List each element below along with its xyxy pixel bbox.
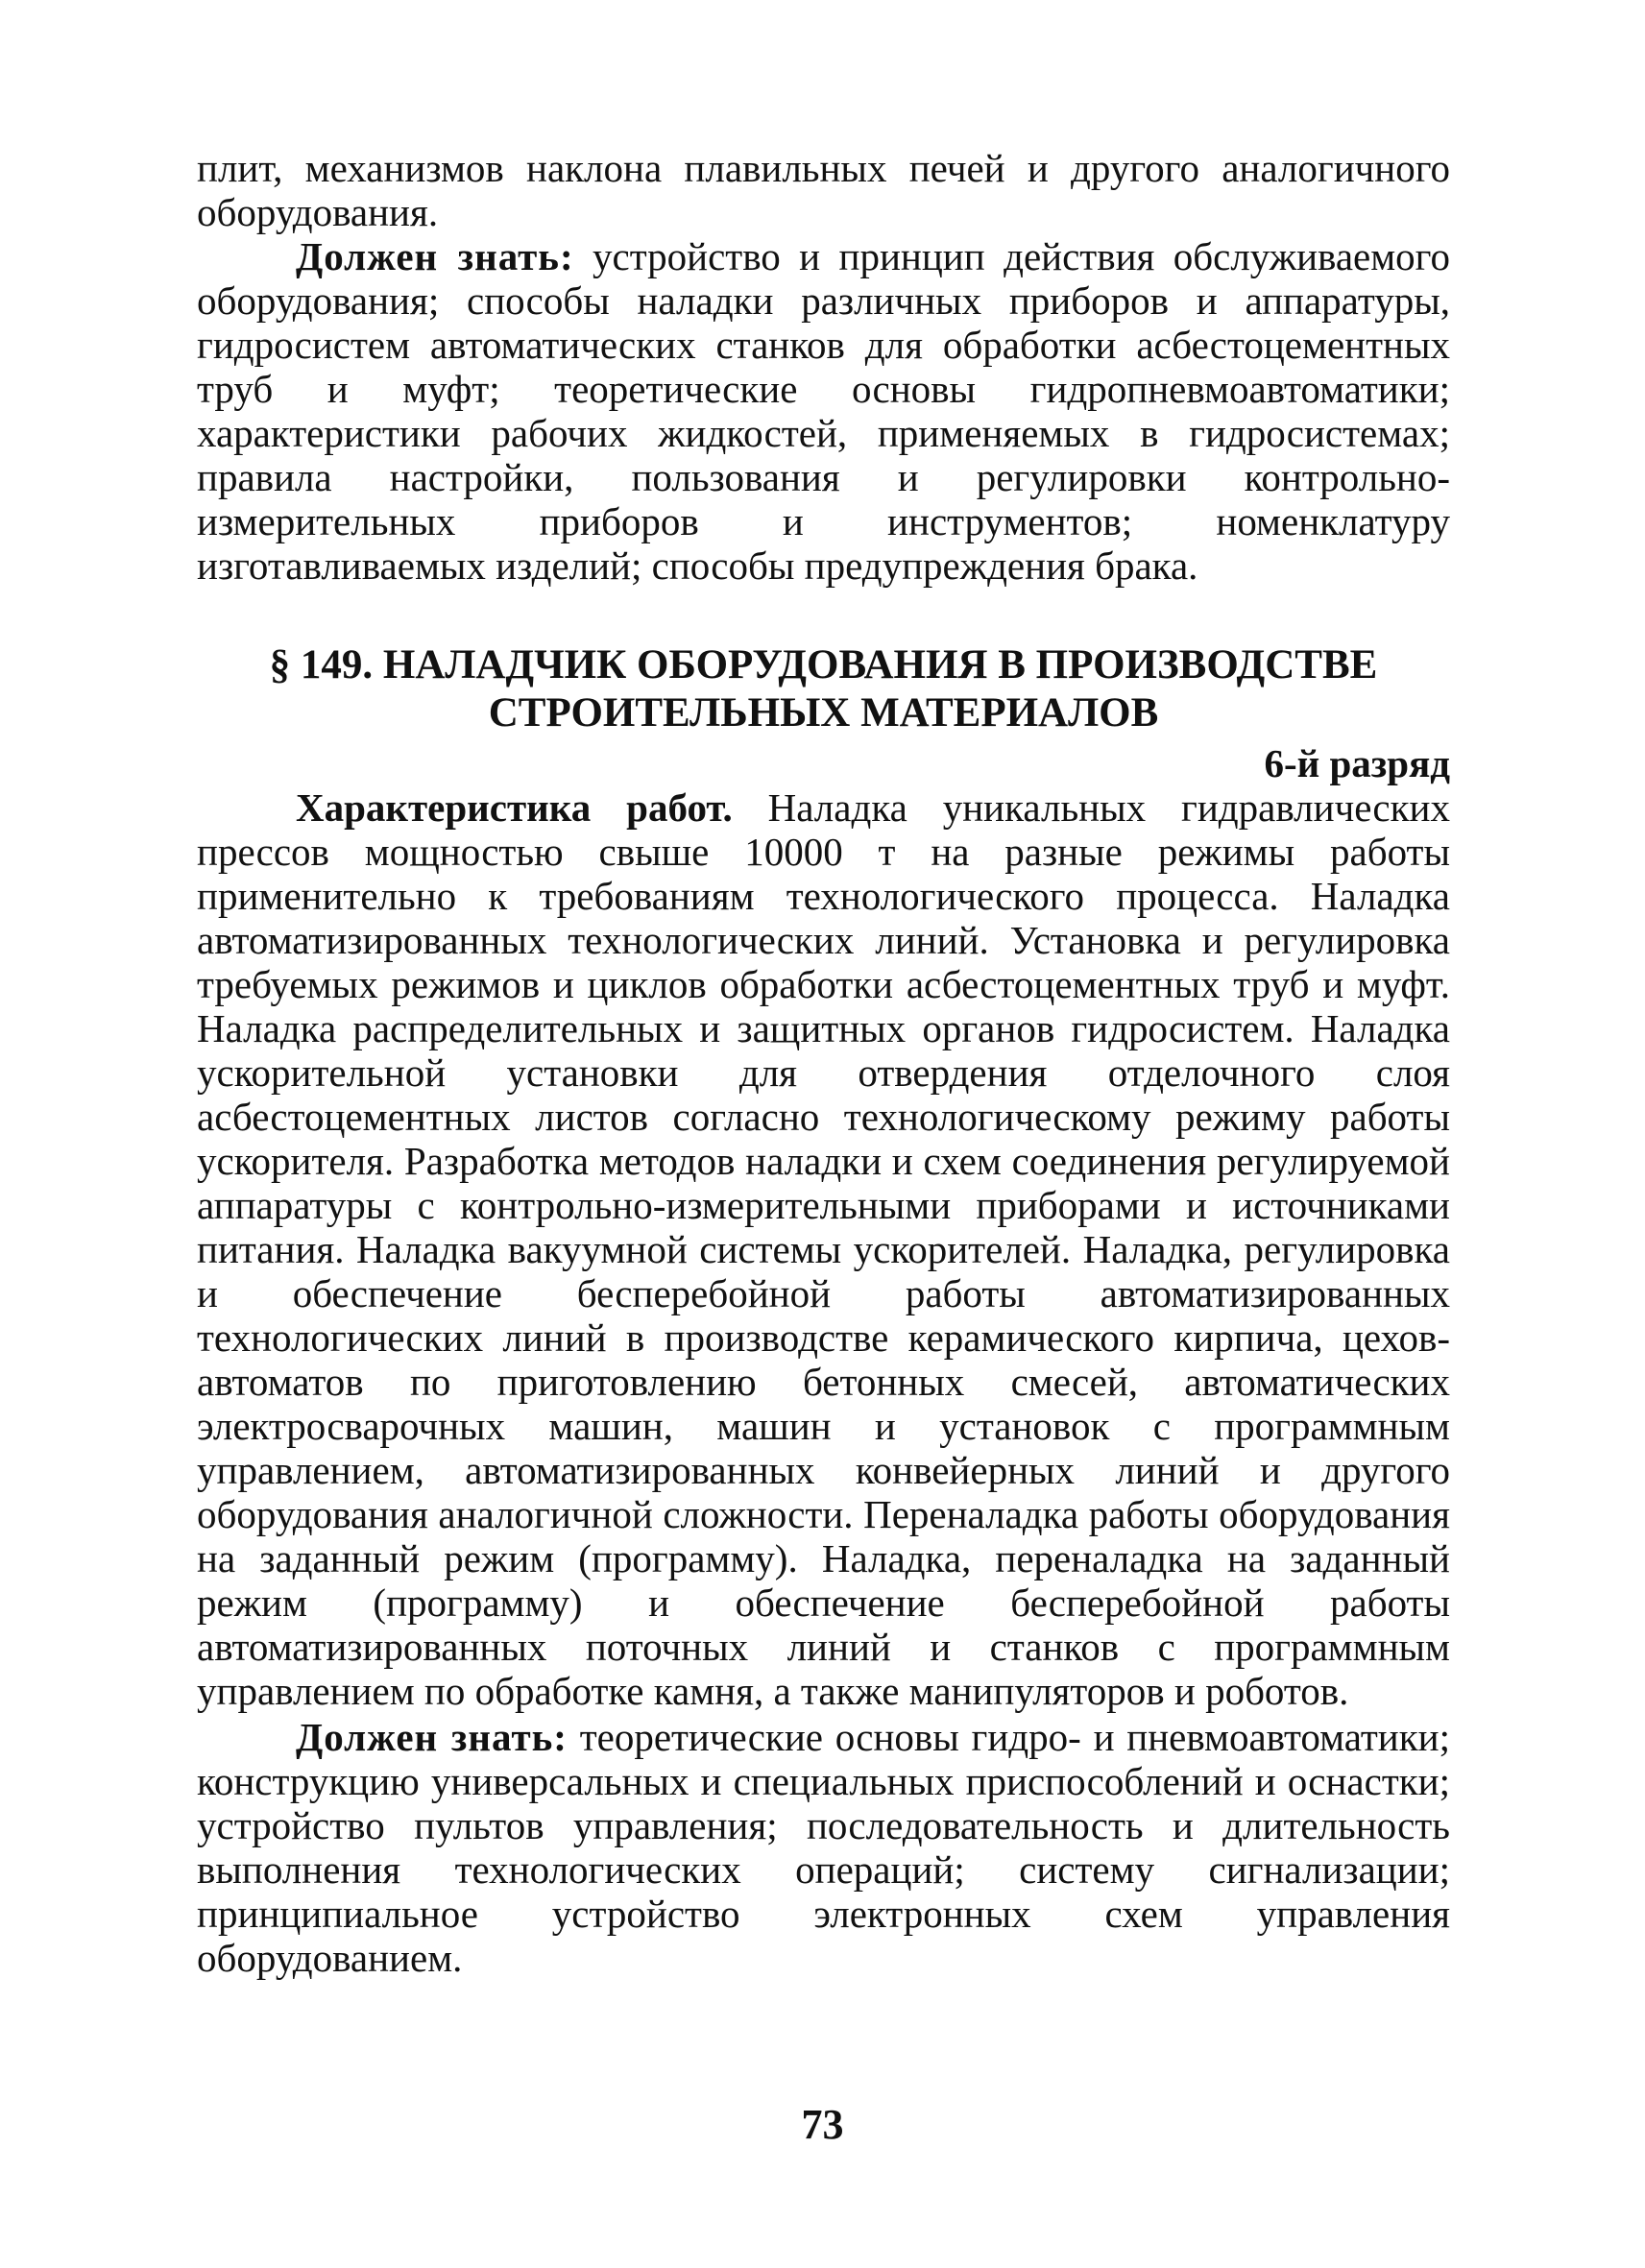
characteristics-text: Наладка уникальных гидравлических прессов мощностью свыше 10000 т на разные режимы работы применительно к требованиям технологического процесса. Наладка автоматизированных технологических линий. Установка и регулировка требуемых режимов и циклов обработки асбестоцементных труб и муфт. Наладка распределительных и защитных органов гидросистем. Наладка ускорительной установки для отвердения отделочного слоя асбестоцементных листов согласно технологическому режиму работы ускорителя. Разработка методов наладки и схем соединения регулируемой аппаратуры с контрольно-измерительными приборами и источниками питания. Наладка вакуумной системы ускорителей. Наладка, регулировка и обеспечение бесперебойной работы автоматизированных технологических линий в производстве керамического кирпича, цехов-автоматов по приготовлению бетонных смесей, автоматических электросварочных машин, машин и установок с программным управлением, автоматизированных конвейерных линий и другого оборудования аналогичной сложности. Переналадка работы оборудования на заданный режим (программу). Наладка, переналадка на заданный режим (программу) и обеспечение бесперебойной работы автоматизированных поточных линий и станков с программным управлением по обработке камня, а также манипуляторов и роботов.	[197, 785, 1450, 1713]
section-title-line-1: § 149. НАЛАДЧИК ОБОРУДОВАНИЯ В ПРОИЗВОДСТВЕ	[269, 642, 1378, 688]
continuation-text: плит, механизмов наклона плавильных печей и другого аналогичного оборудования.	[197, 146, 1450, 234]
knowledge-lead-2: Должен знать:	[296, 1715, 568, 1759]
knowledge-paragraph-1	[197, 234, 1450, 588]
knowledge-lead-1: Должен знать:	[296, 234, 574, 278]
characteristics-lead: Характеристика работ.	[296, 785, 733, 830]
characteristics-paragraph	[197, 785, 1450, 1713]
knowledge-paragraph-2	[197, 1715, 1450, 1980]
knowledge-text-1: устройство и принцип действия обслуживаемого оборудования; способы наладки различных приборов и аппаратуры, гидросистем автоматических станков для обработки асбестоцементных труб и муфт; теоретические основы гидропневмоавтоматики; характеристики рабочих жидкостей, применяемых в гидросистемах; правила настройки, пользования и регулировки контрольно-измерительных приборов и инструментов; номенклатуру изготавливаемых изделий; способы предупреждения брака.	[197, 234, 1450, 588]
knowledge-text-2: теоретические основы гидро- и пневмоавтоматики; конструкцию универсальных и специальных приспособлений и оснастки; устройство пультов управления; последовательность и длительность выполнения технологических операций; систему сигнализации; принципиальное устройство электронных схем управления оборудованием.	[197, 1715, 1450, 1980]
page-number: 73	[801, 2101, 844, 2148]
continuation-paragraph	[197, 146, 1450, 234]
section-title-line-2: СТРОИТЕЛЬНЫХ МАТЕРИАЛОВ	[488, 690, 1159, 736]
grade-label: 6-й разряд	[1264, 741, 1450, 785]
